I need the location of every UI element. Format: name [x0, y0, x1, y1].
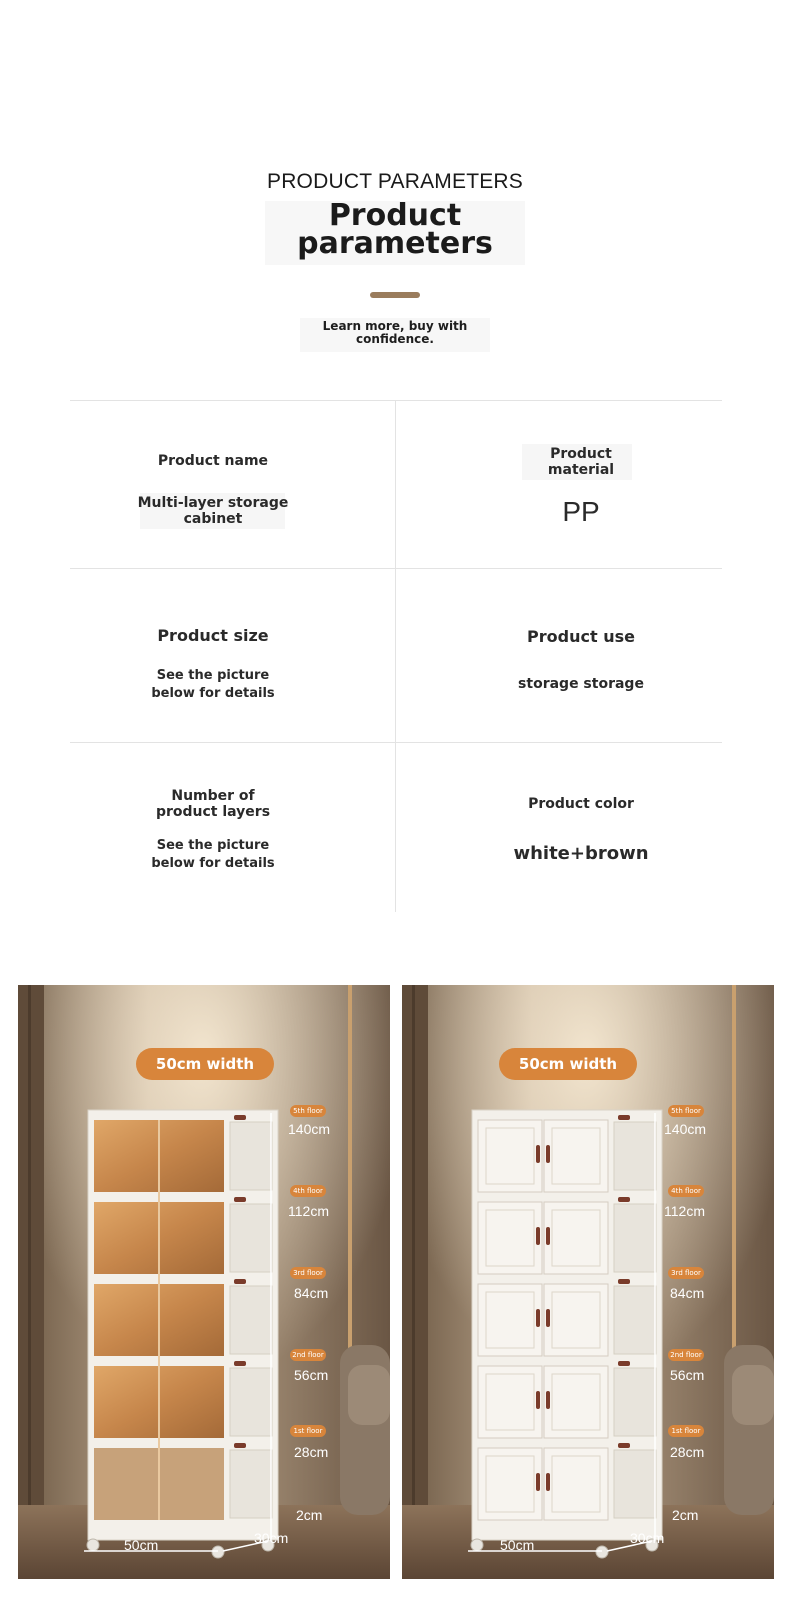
- floor-tag: 3rd floor: [290, 1267, 326, 1279]
- product-material-value: PP: [562, 496, 600, 527]
- subtitle-line-2: confidence.: [356, 332, 434, 346]
- floor-tag: 4th floor: [290, 1185, 326, 1197]
- page-title: [265, 198, 525, 261]
- height-label: 56cm: [670, 1367, 705, 1383]
- product-photo-glass-doors: [18, 985, 390, 1579]
- height-label: 140cm: [288, 1121, 331, 1137]
- table-divider: [70, 400, 722, 401]
- title-line-1: Product: [328, 198, 462, 233]
- product-name-value: Multi-layer storage cabinet: [137, 495, 289, 527]
- product-color-label: Product color: [528, 796, 634, 812]
- height-label: 140cm: [664, 1121, 707, 1137]
- height-label: 112cm: [288, 1203, 329, 1219]
- layers-value: See the picture below for details: [151, 838, 275, 871]
- floor-tag: 3rd floor: [668, 1267, 704, 1279]
- section-kicker: PRODUCT PARAMETERS: [266, 170, 524, 193]
- product-use-value: storage storage: [518, 676, 644, 692]
- width-label: 50cm: [124, 1537, 159, 1553]
- floor-tag: 5th floor: [668, 1105, 704, 1117]
- layers-label: Number of product layers: [155, 788, 271, 820]
- height-label: 112cm: [664, 1203, 705, 1219]
- floor-tag: 4th floor: [668, 1185, 704, 1197]
- depth-label: 30cm: [254, 1530, 289, 1546]
- floor-tag: 1st floor: [668, 1425, 704, 1437]
- floor-tag: 2nd floor: [668, 1349, 704, 1361]
- width-label: 50cm: [500, 1537, 535, 1553]
- floor-tag: 2nd floor: [290, 1349, 326, 1361]
- product-name-label: Product name: [157, 453, 269, 469]
- height-label: 28cm: [294, 1444, 329, 1460]
- accent-divider: [370, 292, 420, 298]
- product-photo-solid-doors: [402, 985, 774, 1579]
- floor-tag: 1st floor: [290, 1425, 326, 1437]
- product-use-label: Product use: [527, 627, 635, 646]
- table-column-divider: [395, 400, 396, 912]
- height-label: 84cm: [294, 1285, 329, 1301]
- width-badge: 50cm width: [136, 1048, 274, 1080]
- height-label: 28cm: [670, 1444, 705, 1460]
- table-divider: [70, 742, 722, 743]
- height-label: 84cm: [670, 1285, 705, 1301]
- table-divider: [70, 568, 722, 569]
- title-line-2: parameters: [297, 226, 493, 261]
- depth-label: 30cm: [630, 1530, 665, 1546]
- subtitle: [300, 320, 490, 346]
- height-label: 56cm: [294, 1367, 329, 1383]
- product-color-value: white+brown: [513, 843, 649, 864]
- product-size-value: See the picture below for details: [151, 668, 275, 701]
- product-size-label: Product size: [157, 626, 269, 645]
- height-label: 2cm: [296, 1507, 323, 1523]
- floor-tag: 5th floor: [290, 1105, 326, 1117]
- width-badge: 50cm width: [499, 1048, 637, 1080]
- product-material-label: Product material: [547, 446, 615, 478]
- height-label: 2cm: [672, 1507, 699, 1523]
- subtitle-line-1: Learn more, buy with: [322, 319, 468, 333]
